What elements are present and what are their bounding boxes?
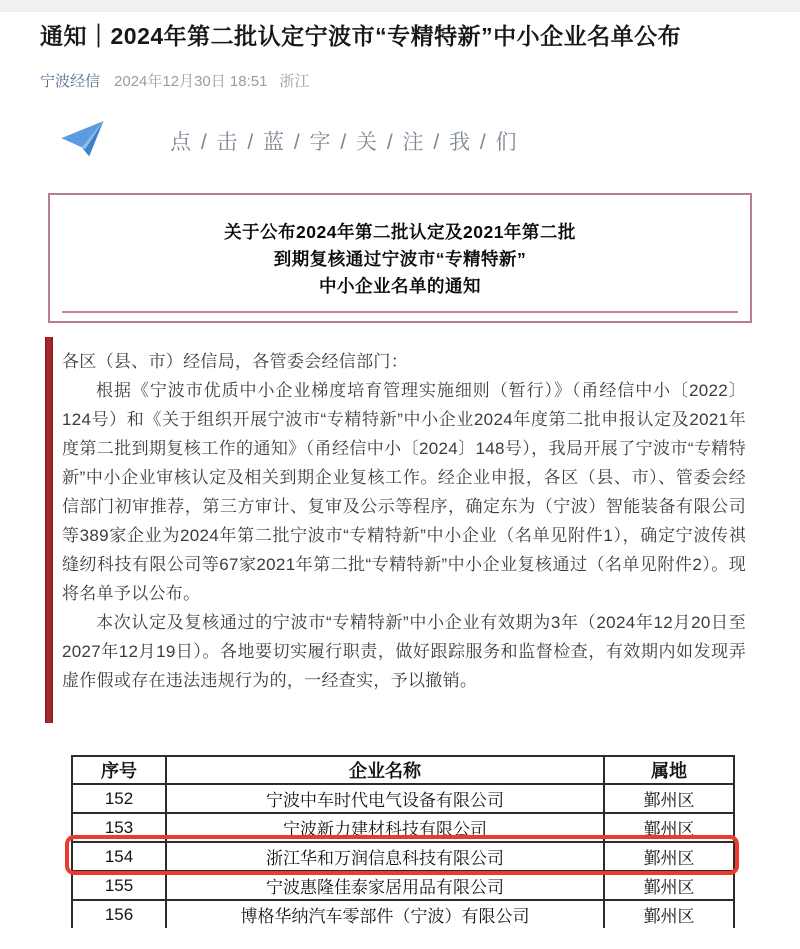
- notice-title-line: 关于公布2024年第二批认定及2021年第二批: [224, 222, 576, 242]
- paragraph-body: 根据《宁波市优质中小企业梯度培育管理实施细则（暂行）》（甬经信中小〔2022〕124号）和《关于组织开展宁波市“专精特新”中小企业2024年度第二批申报认定及2021年度第二批到期复核工作的通知》（甬经信中小〔2024〕148号），我局开展了宁波市“专精特新”中小企业审核认定及相关到期企业复核工作。经企业申报，各区（县、市）、管委会经信部门初审推荐，第三方审计、复审及公示等程序，确定东为（宁波）智能装备有限公司等389家企业为2024年第二批宁波市“专精特新”中小企业（名单见附件1），确定宁波传祺缝纫科技有限公司等67家2021年第二批“专精特新”中小企业复核通过（名单见附件2）。现将名单予以公布。: [62, 381, 746, 603]
- byline: [40, 72, 760, 92]
- paragraph-body: 本次认定及复核通过的宁波市“专精特新”中小企业有效期为3年（2024年12月20日至2027年12月19日）。各地要切实履行职责，做好跟踪服务和监督检查，有效期内如发现弄虚作假或存在违法违规行为的，一经查实，予以撤销。: [62, 613, 746, 690]
- cell-district: 鄞州区: [604, 871, 734, 900]
- cell-no: 156: [72, 900, 166, 928]
- red-accent-bar: [45, 337, 53, 723]
- top-strip: [0, 0, 800, 12]
- notice-title-line: 到期复核通过宁波市“专精特新”: [273, 249, 527, 269]
- cell-district: 鄞州区: [604, 813, 734, 842]
- col-header-name: 企业名称: [166, 756, 604, 784]
- cell-company-name: 宁波惠隆佳泰家居用品有限公司: [166, 871, 604, 900]
- table-row: [72, 813, 734, 842]
- cell-district: 鄞州区: [604, 784, 734, 813]
- follow-banner: [60, 116, 700, 166]
- cell-district: 鄞州区: [604, 842, 734, 871]
- table-header-row: [72, 756, 734, 784]
- table-row: [72, 871, 734, 900]
- paper-plane-icon: [60, 121, 108, 161]
- table-row: [72, 784, 734, 813]
- cell-no: 153: [72, 813, 166, 842]
- publish-location: 浙江: [279, 73, 310, 90]
- notice-box: [48, 193, 752, 323]
- table-row-highlighted: [72, 842, 734, 871]
- notice-box-divider: [62, 311, 738, 313]
- cell-no: 154: [72, 842, 166, 871]
- col-header-district: 属地: [604, 756, 734, 784]
- account-link[interactable]: 宁波经信: [40, 73, 101, 90]
- follow-banner-text: 点 / 击 / 蓝 / 字 / 关 / 注 / 我 / 们: [170, 131, 519, 154]
- page-title: 通知｜2024年第二批认定宁波市“专精特新”中小企业名单公布: [40, 23, 682, 49]
- publish-datetime: 2024年12月30日 18:51: [114, 73, 268, 90]
- cell-no: 155: [72, 871, 166, 900]
- company-table: [71, 755, 733, 928]
- cell-district: 鄞州区: [604, 900, 734, 928]
- cell-company-name: 宁波新力建材科技有限公司: [166, 813, 604, 842]
- paragraph-salutation: 各区（县、市）经信局，各管委会经信部门：: [62, 352, 408, 371]
- notice-title-line: 中小企业名单的通知: [319, 276, 481, 296]
- cell-company-name: 博格华纳汽车零部件（宁波）有限公司: [166, 900, 604, 928]
- cell-company-name: 宁波中车时代电气设备有限公司: [166, 784, 604, 813]
- cell-no: 152: [72, 784, 166, 813]
- table-row: [72, 900, 734, 928]
- col-header-no: 序号: [72, 756, 166, 784]
- cell-company-name: 浙江华和万润信息科技有限公司: [166, 842, 604, 871]
